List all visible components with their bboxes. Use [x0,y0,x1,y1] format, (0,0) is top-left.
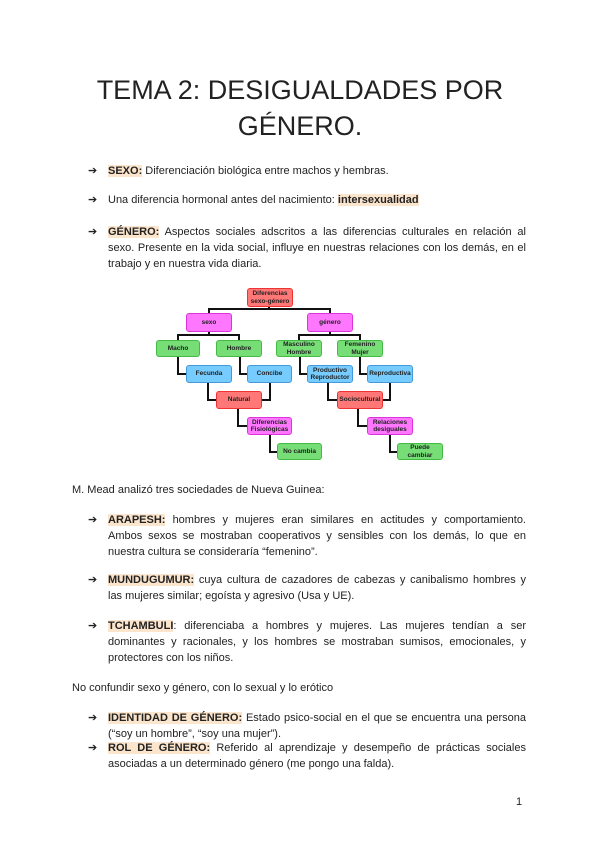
list-item-rol [88,740,526,772]
node-puede-cambiar: Puede cambiar [397,443,443,460]
node-genero: género [307,313,353,332]
mead-intro: M. Mead analizó tres sociedades de Nueva Guinea: [72,484,325,496]
confusion-note: No confundir sexo y género, con lo sexual y lo erótico [72,682,334,694]
sex-gender-diagram [145,280,445,470]
term-highlight: GÉNERO: [108,226,160,238]
page-number: 1 [516,796,523,808]
node-fisiologicas: Diferencias Fisiológicas [247,417,292,435]
list-item-sexo [88,163,526,179]
arrow-icon: ➔ [88,194,98,206]
list-item-genero [88,224,526,272]
definition-text: Diferenciación biológica entre machos y hembras. [142,165,389,177]
term-highlight: ARAPESH: [108,514,166,526]
arrow-icon: ➔ [88,165,98,177]
definition-text: cuya cultura de cazadores de cabezas y canibalismo hombres y las mujeres similar; egoísta y agresivo (Usa y UE). [108,574,526,602]
node-root: Diferencias sexo-género [247,288,293,307]
term-highlight: SEXO: [108,165,143,177]
title-line-2: GÉNERO. [237,111,363,141]
arrow-icon: ➔ [88,514,98,526]
list-item-mundugumur [88,572,526,604]
node-femenino: Femenino Mujer [337,340,383,357]
list-item-arapesh [88,512,526,560]
arrow-icon: ➔ [88,226,98,238]
definition-text: Estado psico-social en el que se encuentra una persona (“soy un hombre”, “soy una mujer”). [108,712,526,740]
arrow-icon: ➔ [88,620,98,632]
term-highlight: MUNDUGUMUR: [108,574,195,586]
node-sociocultural: Sociocultural [337,391,383,409]
definition-text: : diferenciaba a hombres y mujeres. Las mujeres tendían a ser dominantes y racionales, y los hombres se mostraban sumisos, emocionales, y protectores con los niños. [108,620,526,664]
node-masculino: Masculino Hombre [276,340,322,357]
node-natural: Natural [216,391,262,409]
arrow-icon: ➔ [88,742,98,754]
definition-text: Referido al aprendizaje y desempeño de prácticas sociales asociadas a un determinado género (me pongo una falda). [108,742,526,770]
list-item-intersexualidad [88,192,526,208]
node-sexo: sexo [186,313,232,332]
node-relaciones: Relaciones desiguales [367,417,413,435]
term-highlight: IDENTIDAD DE GÉNERO: [108,712,243,724]
node-no-cambia: No cambia [277,443,322,460]
term-highlight: TCHAMBULI [108,620,174,632]
definition-text: Una diferencia hormonal antes del nacimiento: [108,194,338,206]
node-fecunda: Fecunda [186,365,232,383]
term-highlight: intersexualidad [337,194,419,206]
node-macho: Macho [156,340,200,357]
node-reproductiva: Reproductiva [367,365,413,383]
definition-text: Aspectos sociales adscritos a las diferencias culturales en relación al sexo. Presente en la vida social, influye en nuestras relaciones con los demás, en el trabajo y en nuestra vida diaria. [108,226,526,270]
arrow-icon: ➔ [88,574,98,586]
arrow-icon: ➔ [88,712,98,724]
node-hombre: Hombre [216,340,262,357]
list-item-identidad [88,710,526,742]
node-productivo: Productivo Reproductor [307,365,353,383]
title-line-1: TEMA 2: DESIGUALDADES POR [96,75,504,105]
page-title [0,72,600,144]
list-item-tchambuli [88,618,526,666]
node-concibe: Concibe [247,365,292,383]
definition-text: hombres y mujeres eran similares en actitudes y comportamiento. Ambos sexos se mostraban cooperativos y sensibles con los demás, lo que en nuestra cultura se consideraría “femenino”. [108,514,526,558]
term-highlight: ROL DE GÉNERO: [108,742,211,754]
